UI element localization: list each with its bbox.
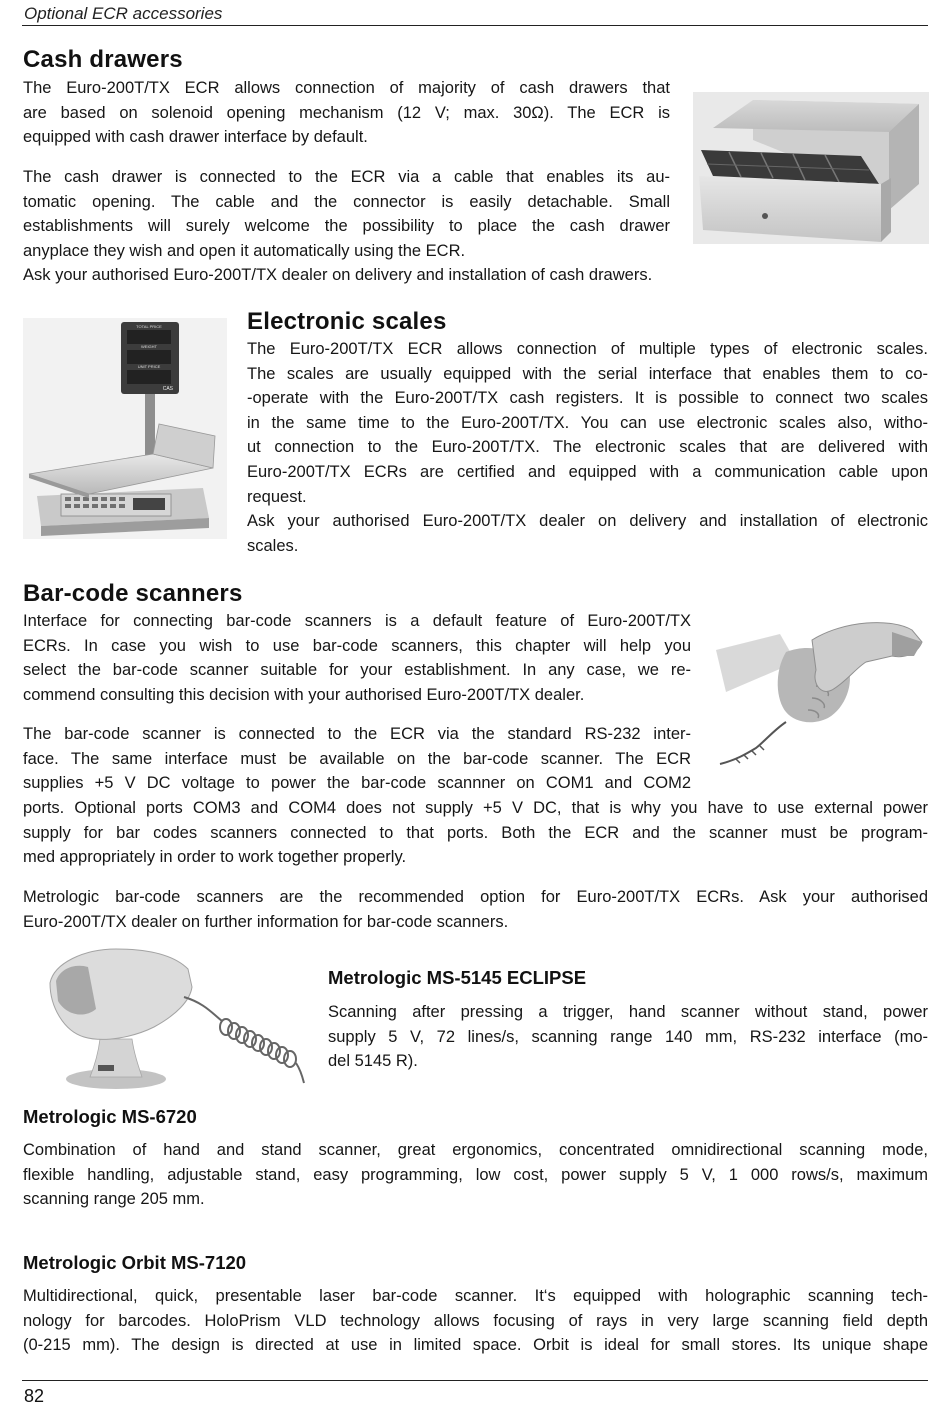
- text-line: Metrologic bar-code scanners are the recommended option for Euro-200T/TX ECRs. Ask your authorised: [23, 888, 928, 906]
- barcode-paragraph-2a: [23, 722, 691, 796]
- text-line: The scales are usually equipped with the serial interface that enables them to co-: [247, 364, 928, 383]
- ms5145-scanner-image: [44, 943, 306, 1093]
- hand-scanner-image: [716, 612, 928, 772]
- text-line: The cash drawer is connected to the ECR via a cable that enables its au-: [23, 168, 670, 186]
- text-line: supplies +5 V DC voltage to power the bar-code scannner on COM1 and COM2: [23, 774, 691, 793]
- page-number: 82: [24, 1386, 45, 1406]
- section-title-electronic-scales: Electronic scales: [247, 308, 447, 335]
- text-line: Scanning after pressing a trigger, hand scanner without stand, power: [328, 1003, 928, 1021]
- text-line: scanning range 205 mm.: [23, 1190, 205, 1209]
- product-title-ms7120: Metrologic Orbit MS-7120: [23, 1252, 247, 1273]
- text-line: Ask your authorised Euro-200T/TX dealer on delivery and installation of cash drawers.: [23, 266, 653, 285]
- text-line: anyplace they wish and open it automatically using the ECR.: [23, 241, 466, 260]
- product-title-ms6720: Metrologic MS-6720: [23, 1106, 197, 1127]
- text-line: select the bar-code scanner suitable for your establishment. In any case, we re-: [23, 661, 691, 680]
- text-line: del 5145 R).: [328, 1052, 418, 1071]
- text-line: Ask your authorised Euro-200T/TX dealer on delivery and installation of electronic: [247, 512, 928, 531]
- text-line: establishments will surely welcome the possibility to place the cash drawer: [23, 217, 670, 236]
- display-label-weight: WEIGHT: [141, 344, 157, 349]
- cash-drawer-image: [693, 92, 929, 244]
- text-line: flexible handling, adjustable stand, easy programming, low cost, power supply 5 V, 1 000 rows/s, maximum: [23, 1165, 928, 1184]
- text-line: (0-215 mm). The design is directed at use in limited space. Orbit is ideal for small stores. Its unique shape: [23, 1336, 928, 1355]
- barcode-paragraph-2b: [23, 796, 928, 870]
- electronic-scales-paragraph: [247, 337, 928, 558]
- section-title-cash-drawers: Cash drawers: [23, 46, 183, 73]
- text-line: med appropriately in order to work together properly.: [23, 848, 407, 867]
- ms5145-description: [328, 1000, 928, 1074]
- text-line: request.: [247, 487, 307, 506]
- text-line: equipped with cash drawer interface by default.: [23, 128, 368, 147]
- text-line: commend consulting this decision with your authorised Euro-200T/TX dealer.: [23, 685, 585, 704]
- text-line: The bar-code scanner is connected to the ECR via the standard RS-232 inter-: [23, 725, 691, 743]
- text-line: ECRs. In case you wish to use bar-code scanners, this chapter will help you: [23, 636, 691, 655]
- text-line: ut connection to the Euro-200T/TX. The electronic scales that are delivered with: [247, 438, 928, 457]
- ms6720-description: [23, 1138, 928, 1212]
- text-line: nology for barcodes. HoloPrism VLD technology allows focusing of rays in very large scanning field depth: [23, 1311, 928, 1330]
- electronic-scale-image: [23, 318, 227, 539]
- text-line: scales.: [247, 536, 299, 555]
- text-line: in the same time to the Euro-200T/TX. You can use electronic scales also, witho-: [247, 413, 928, 432]
- text-line: ports. Optional ports COM3 and COM4 does not supply +5 V DC, that is why you have to use external power: [23, 799, 928, 817]
- running-head: Optional ECR accessories: [24, 4, 223, 23]
- text-line: are based on solenoid opening mechanism (12 V; max. 30Ω). The ECR is: [23, 103, 670, 122]
- barcode-paragraph-1: [23, 609, 691, 707]
- cash-drawers-paragraph-1: [23, 76, 670, 150]
- text-line: Euro-200T/TX ECRs are certified and equipped with a communication cable upon: [247, 462, 928, 481]
- text-line: -operate with the Euro-200T/TX cash registers. It is possible to connect two scales: [247, 389, 928, 408]
- footer-rule: [22, 1380, 928, 1381]
- text-line: The Euro-200T/TX ECR allows connection of multiple types of electronic scales.: [247, 340, 928, 358]
- scale-brand-label: CAS: [162, 386, 173, 392]
- text-line: supply 5 V, 72 lines/s, scanning range 140 mm, RS-232 interface (mo-: [328, 1027, 928, 1046]
- text-line: face. The same interface must be available on the bar-code scanner. The ECR: [23, 749, 691, 768]
- text-line: tomatic opening. The cable and the connector is easily detachable. Small: [23, 192, 670, 211]
- ms7120-description: [23, 1284, 928, 1358]
- text-line: Combination of hand and stand scanner, great ergonomics, concentrated omnidirectional scanning mode,: [23, 1141, 928, 1159]
- text-line: Multidirectional, quick, presentable laser bar-code scanner. It‘s equipped with holographic scanning tech-: [23, 1287, 928, 1305]
- display-label-unit-price: UNIT PRICE: [137, 364, 161, 369]
- text-line: Euro-200T/TX dealer on further information for bar-code scanners.: [23, 912, 509, 931]
- cash-drawers-paragraph-2: [23, 165, 670, 288]
- display-label-total: TOTAL PRICE: [136, 324, 162, 329]
- section-title-barcode-scanners: Bar-code scanners: [23, 580, 243, 607]
- text-line: Interface for connecting bar-code scanners is a default feature of Euro-200T/TX: [23, 612, 691, 630]
- text-line: The Euro-200T/TX ECR allows connection of majority of cash drawers that: [23, 79, 670, 97]
- header-rule: [22, 25, 928, 26]
- barcode-paragraph-3: [23, 885, 928, 934]
- product-title-ms5145: Metrologic MS-5145 ECLIPSE: [328, 967, 587, 988]
- text-line: supply for bar codes scanners connected to that ports. Both the ECR and the scanner must be program-: [23, 823, 928, 842]
